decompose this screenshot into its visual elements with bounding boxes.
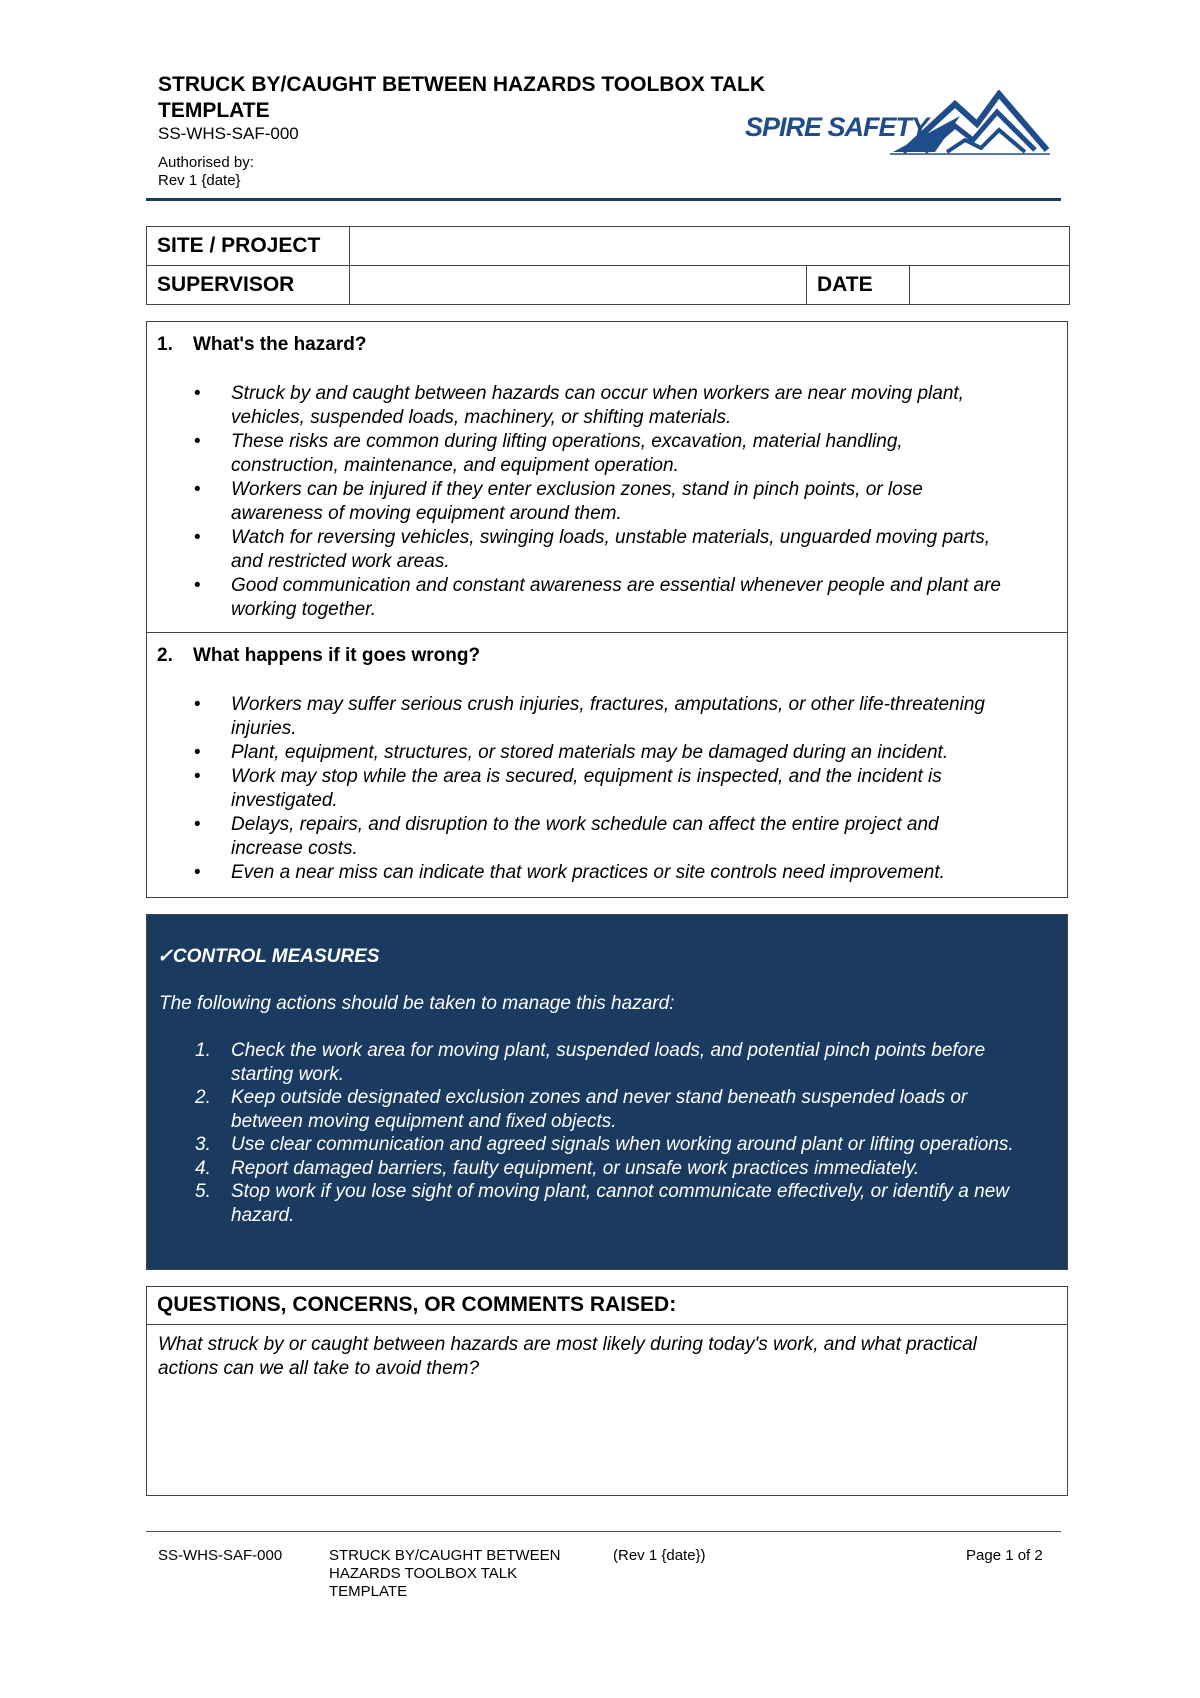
page-number: Page 1 of 2 [966,1547,1043,1564]
supervisor-field[interactable] [350,266,807,305]
section-number: 2. [157,645,173,666]
list-item: • Struck by and caught between hazards can occur when workers are near moving plant, vehicles, suspended loads, machinery, or shifting materials. [147,382,1001,430]
site-info-table [146,226,1070,305]
section-hazard [146,321,1068,633]
item-number: 4. [195,1157,211,1179]
header-divider [146,198,1061,201]
footer-divider [146,1531,1061,1532]
list-item: • Good communication and constant awareness are essential whenever people and plant are working together. [147,574,1001,622]
revision: Rev 1 {date} [158,172,241,189]
authorised-by: Authorised by: [158,154,254,171]
footer-title: STRUCK BY/CAUGHT BETWEEN HAZARDS TOOLBOX TALK TEMPLATE [329,1547,561,1600]
control-measures-panel [146,914,1068,1270]
questions-box [146,1286,1068,1496]
footer-revision: (Rev 1 {date}) [613,1547,706,1564]
list-item: • Delays, repairs, and disruption to the work schedule can affect the entire project and increase costs. [147,813,1001,861]
list-item [147,1039,1031,1086]
document-title: STRUCK BY/CAUGHT BETWEEN HAZARDS TOOLBOX TALK TEMPLATE [158,73,766,122]
item-number: 2. [195,1087,211,1108]
questions-heading: QUESTIONS, CONCERNS, OR COMMENTS RAISED: [147,1287,1067,1325]
list-item: • Work may stop while the area is secured, equipment is inspected, and the incident is investigated. [147,765,1001,813]
control-measures-list [147,1039,1031,1227]
section-heading [157,334,366,356]
section-consequences [146,632,1068,898]
list-item [147,1180,1031,1227]
list-item [147,1086,1031,1133]
item-text: Report damaged barriers, faulty equipment, or unsafe work practices immediately. [231,1157,920,1179]
list-item: • Workers may suffer serious crush injuries, fractures, amputations, or other life-threatening injuries. [147,693,1001,741]
list-item: • Even a near miss can indicate that work practices or site controls need improvement. [147,861,1001,885]
list-item: • Plant, equipment, structures, or stored materials may be damaged during an incident. [147,741,1001,765]
item-text: Stop work if you lose sight of moving plant, cannot communicate effectively, or identify a new hazard. [231,1181,1009,1226]
section-title: What's the hazard? [193,334,367,355]
footer-code: SS-WHS-SAF-000 [158,1547,283,1564]
supervisor-label: SUPERVISOR [147,266,350,305]
item-text: Use clear communication and agreed signals when working around plant or lifting operations. [231,1134,1014,1155]
site-project-field[interactable] [350,227,1070,266]
list-item [147,1133,1031,1157]
control-measures-intro: The following actions should be taken to manage this hazard: [159,993,675,1014]
consequence-list [147,693,1001,885]
item-number: 1. [195,1040,211,1061]
date-field[interactable] [910,266,1070,305]
item-number: 5. [195,1181,211,1202]
document-code: SS-WHS-SAF-000 [158,124,299,143]
list-item: • These risks are common during lifting operations, excavation, material handling, construction, maintenance, and equipment operation. [147,430,1001,478]
list-item: • Watch for reversing vehicles, swinging loads, unstable materials, unguarded moving parts, and restricted work areas. [147,526,1001,574]
questions-prompt[interactable]: What struck by or caught between hazards are most likely during today's work, and what practical actions can we all take to avoid them? [158,1334,977,1379]
logo-text: SPIRE SAFETY [745,112,929,142]
section-title: What happens if it goes wrong? [193,645,481,666]
control-measures-heading: ✓CONTROL MEASURES [157,946,380,967]
list-item: • Workers can be injured if they enter exclusion zones, stand in pinch points, or lose awareness of moving equipment around them. [147,478,1001,526]
hazard-list [147,382,1001,622]
list-item [147,1157,1031,1181]
date-label: DATE [807,266,910,305]
item-text: Keep outside designated exclusion zones and never stand beneath suspended loads or between moving equipment and fixed objects. [231,1087,968,1132]
site-project-label: SITE / PROJECT [147,227,350,266]
section-number: 1. [157,334,173,355]
section-heading [157,645,480,667]
mountain-logo-icon [885,90,1050,160]
spire-safety-logo [745,90,1050,160]
item-number: 3. [195,1134,211,1155]
item-text: Check the work area for moving plant, suspended loads, and potential pinch points before starting work. [231,1040,986,1085]
